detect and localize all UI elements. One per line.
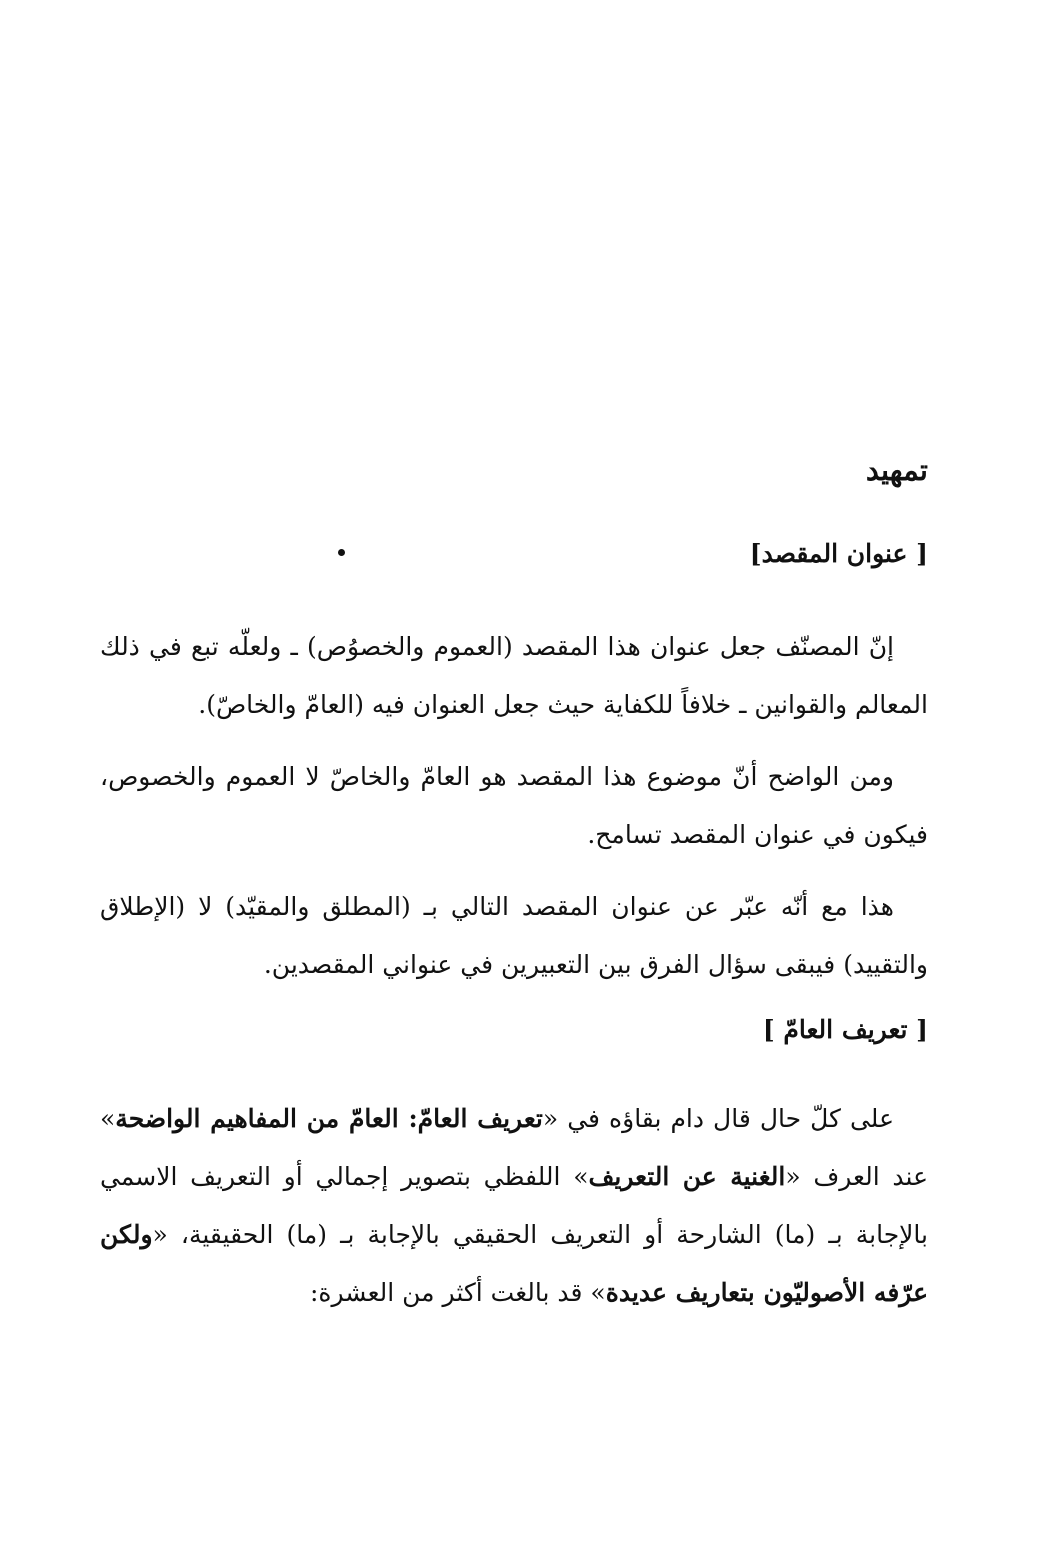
paragraph-4-text-3: » اللفظي بتصوير إجمالي أو التعريف الاسمي بالإجابة بـ (ما) الشارحة أو التعريف الحقيقي بالإجابة بـ (ما) الحقيقية، « [100,1162,928,1249]
chapter-heading: تمهيد [865,453,928,487]
page-body [100,448,928,1322]
quote-bold-3: ولكن عرّفه الأصوليّون بتعاريف عديدة [100,1220,928,1307]
paragraph-4 [100,1090,928,1322]
quote-bold-2: الغنية عن التعريف [588,1162,786,1191]
paragraph-2: ومن الواضح أنّ موضوع هذا المقصد هو العامّ والخاصّ لا العموم والخصوص، فيكون في عنوان المقصد تسامح. [100,762,928,849]
paragraph-4-text-2: » عند العرف « [100,1104,928,1191]
section-heading-title: [ عنوان المقصد] [749,539,928,568]
quote-bold-1: تعريف العامّ: العامّ من المفاهيم الواضحة [115,1104,543,1133]
paragraph-3: هذا مع أنّه عبّر عن عنوان المقصد التالي بـ (المطلق والمقيّد) لا (الإطلاق والتقييد) فيبقى سؤال الفرق بين التعبيرين في عنواني المقصدين. [100,892,928,979]
paragraph-1: إنّ المصنّف جعل عنوان هذا المقصد (العموم والخصوُص) ـ ولعلّه تبع في ذلك المعالم والقوانين ـ خلافاً للكفاية حيث جعل العنوان فيه (العامّ والخاصّ). [100,632,928,719]
section-heading-definition: [ تعريف العامّ ] [762,1015,928,1044]
paragraph-4-text-4: » قد بالغت أكثر من العشرة: [309,1278,606,1307]
paragraph-4-text-1: على كلّ حال قال دام بقاؤه في « [542,1104,894,1133]
